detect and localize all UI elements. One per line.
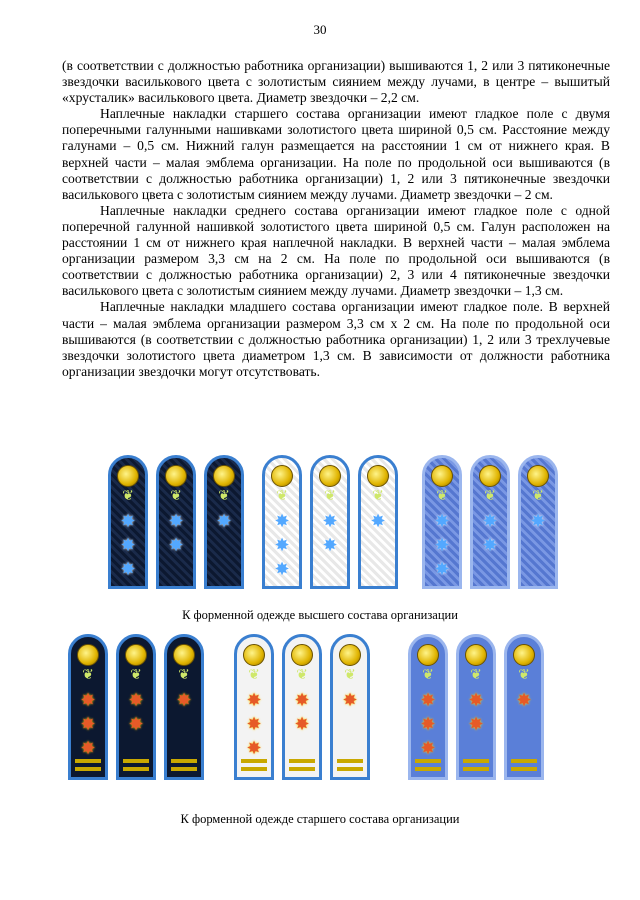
epaulette (262, 455, 302, 589)
emblem-icon: ❦ (248, 668, 260, 683)
emblem-icon: ❦ (122, 489, 134, 504)
star-icon: ✸ (482, 511, 498, 531)
page-number: 30 (313, 22, 327, 37)
star-icon: ✸ (468, 690, 484, 710)
button-icon (291, 644, 313, 666)
paragraph: Наплечные накладки младшего состава организации имеют гладкое поле. В верхней части – малая эмблема организации размером 3,3 см х 2 см. На поле по продольной оси вышиваются (в соответствии с должностью работника организации) 1, 2 или 3 трехлучевые звездочки золотистого цвета диаметром 1,3 см. В зависимости от должности работника организации звездочки могут отсутствовать. (62, 299, 610, 379)
emblem-icon: ❦ (484, 489, 496, 504)
button-icon (513, 644, 535, 666)
button-icon (465, 644, 487, 666)
figure-caption: К форменной одежде высшего состава организации (182, 608, 458, 622)
galloon-stripe (289, 759, 315, 763)
star-icon: ✸ (128, 714, 144, 734)
galloon-stripe (123, 767, 149, 771)
emblem-icon: ❦ (218, 489, 230, 504)
epaulette-group-blue (422, 455, 558, 589)
button-icon (367, 465, 389, 487)
galloon-stripe (463, 759, 489, 763)
star-icon: ✸ (120, 535, 136, 555)
epaulette (310, 455, 350, 589)
star-icon: ✸ (246, 714, 262, 734)
emblem-icon: ❦ (178, 668, 190, 683)
star-icon: ✸ (516, 690, 532, 710)
star-icon: ✸ (176, 690, 192, 710)
figure-senior-staff-epaulettes (0, 455, 640, 605)
epaulette-group-navy (68, 634, 204, 780)
star-icon: ✸ (370, 511, 386, 531)
star-icon: ✸ (80, 690, 96, 710)
button-icon (243, 644, 265, 666)
galloon-stripe (75, 759, 101, 763)
star-icon: ✸ (468, 714, 484, 734)
star-icon: ✸ (420, 738, 436, 758)
paragraph: (в соответствии с должностью работника организации) вышиваются 1, 2 или 3 пятиконечные звездочки василькового цвета с золотистым сиянием между лучами, в центре – вышитый «хрусталик» василькового цвета. Диаметр звездочки – 2,2 см. (62, 58, 610, 106)
star-icon: ✸ (168, 535, 184, 555)
emblem-icon: ❦ (170, 489, 182, 504)
button-icon (213, 465, 235, 487)
epaulette (164, 634, 204, 780)
button-icon (479, 465, 501, 487)
star-icon: ✸ (322, 511, 338, 531)
button-icon (165, 465, 187, 487)
epaulette (456, 634, 496, 780)
epaulette (504, 634, 544, 780)
galloon-stripe (337, 759, 363, 763)
epaulette (282, 634, 322, 780)
star-icon: ✸ (80, 738, 96, 758)
epaulette-group-white (262, 455, 398, 589)
epaulette (204, 455, 244, 589)
epaulette-group-white (234, 634, 370, 780)
emblem-icon: ❦ (344, 668, 356, 683)
button-icon (431, 465, 453, 487)
galloon-stripe (241, 759, 267, 763)
epaulette (234, 634, 274, 780)
galloon-stripe (337, 767, 363, 771)
emblem-icon: ❦ (532, 489, 544, 504)
epaulette (116, 634, 156, 780)
galloon-stripe (415, 759, 441, 763)
emblem-icon: ❦ (372, 489, 384, 504)
epaulette-group-navy (108, 455, 244, 589)
epaulette (330, 634, 370, 780)
emblem-icon: ❦ (436, 489, 448, 504)
star-icon: ✸ (482, 535, 498, 555)
star-icon: ✸ (274, 535, 290, 555)
star-icon: ✸ (128, 690, 144, 710)
star-icon: ✸ (274, 511, 290, 531)
galloon-stripe (75, 767, 101, 771)
star-icon: ✸ (342, 690, 358, 710)
epaulette (358, 455, 398, 589)
galloon-stripe (415, 767, 441, 771)
galloon-stripe (289, 767, 315, 771)
emblem-icon: ❦ (470, 668, 482, 683)
star-icon: ✸ (530, 511, 546, 531)
emblem-icon: ❦ (276, 489, 288, 504)
galloon-stripe (463, 767, 489, 771)
button-icon (125, 644, 147, 666)
button-icon (271, 465, 293, 487)
galloon-stripe (511, 767, 537, 771)
button-icon (319, 465, 341, 487)
star-icon: ✸ (434, 559, 450, 579)
star-icon: ✸ (246, 690, 262, 710)
star-icon: ✸ (120, 559, 136, 579)
star-icon: ✸ (168, 511, 184, 531)
figure-senior-officers-epaulettes (0, 634, 640, 789)
star-icon: ✸ (80, 714, 96, 734)
star-icon: ✸ (294, 714, 310, 734)
star-icon: ✸ (434, 535, 450, 555)
paragraph: Наплечные накладки старшего состава организации имеют гладкое поле с двумя поперечными галунными нашивками золотистого цвета шириной 0,5 см. Расстояние между галунами – 0,5 см. Нижний галун размещается на расстоянии 1 см от нижнего края. В верхней части – малая эмблема организации. На поле по продольной оси вышиваются (в соответствии с должностью работника организации) 1, 2 или 3 пятиконечные звездочки василькового цвета с золотистым сиянием между лучами. Диаметр звездочки – 2 см. (62, 106, 610, 202)
star-icon: ✸ (420, 714, 436, 734)
galloon-stripe (171, 767, 197, 771)
button-icon (117, 465, 139, 487)
button-icon (339, 644, 361, 666)
button-icon (527, 465, 549, 487)
star-icon: ✸ (216, 511, 232, 531)
emblem-icon: ❦ (422, 668, 434, 683)
galloon-stripe (241, 767, 267, 771)
epaulette (108, 455, 148, 589)
emblem-icon: ❦ (130, 668, 142, 683)
epaulette-group-blue (408, 634, 544, 780)
star-icon: ✸ (246, 738, 262, 758)
epaulette (518, 455, 558, 589)
star-icon: ✸ (274, 559, 290, 579)
figure-caption: К форменной одежде старшего состава организации (180, 812, 460, 826)
epaulette (156, 455, 196, 589)
paragraph: Наплечные накладки среднего состава организации имеют гладкое поле с одной поперечной галунной нашивкой золотистого цвета шириной 0,5 см. Галун расположен на расстоянии 1 см от нижнего края наплечной накладки. В верхней части – малая эмблема организации размером 3,3 см на 2 см. На поле по продольной оси вышиваются (в соответствии с должностью работника организации) 2, 3 или 4 пятиконечные звездочки василькового цвета с золотистым сиянием между лучами. Диаметр звездочки – 1,3 см. (62, 202, 610, 299)
emblem-icon: ❦ (518, 668, 530, 683)
button-icon (173, 644, 195, 666)
star-icon: ✸ (420, 690, 436, 710)
button-icon (77, 644, 99, 666)
epaulette (470, 455, 510, 589)
emblem-icon: ❦ (82, 668, 94, 683)
epaulette (408, 634, 448, 780)
emblem-icon: ❦ (296, 668, 308, 683)
epaulette (68, 634, 108, 780)
star-icon: ✸ (434, 511, 450, 531)
galloon-stripe (511, 759, 537, 763)
galloon-stripe (171, 759, 197, 763)
star-icon: ✸ (322, 535, 338, 555)
body-text (62, 58, 610, 380)
galloon-stripe (123, 759, 149, 763)
emblem-icon: ❦ (324, 489, 336, 504)
star-icon: ✸ (120, 511, 136, 531)
star-icon: ✸ (294, 690, 310, 710)
button-icon (417, 644, 439, 666)
epaulette (422, 455, 462, 589)
